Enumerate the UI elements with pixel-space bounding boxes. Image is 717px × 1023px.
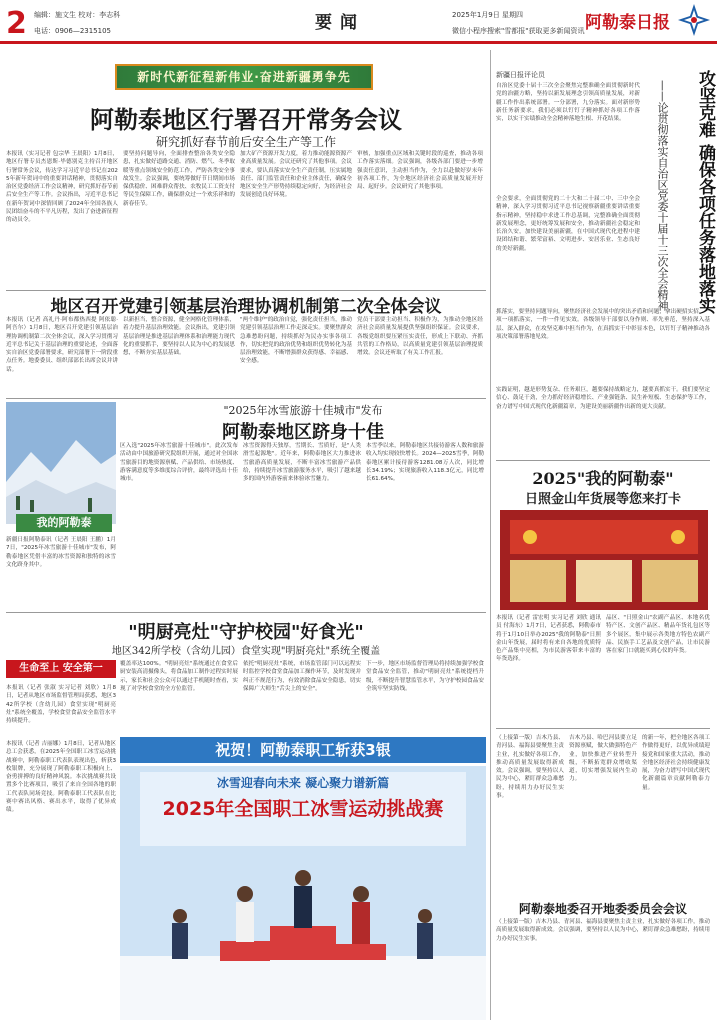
article2-col1: 本报讯（记者 高礼丹·阿布都热西提 阿依聪·阿吾尔）1月8日，地区召开党建引领基层治理协调机制第二次全体会议，深入学习贯彻习近平总书记关于基层治理的重要论述，全面落实自治区党委部署要求，研究部署下一阶段重点任务。地委委员、组织部部长出席会议并讲话。 [6, 317, 118, 373]
photo-title: 2025年全国职工冰雪运动挑战赛 [162, 798, 444, 820]
commentary-body2: 全会要求，全面贯彻党的二十大和二十届二中、三中全会精神，深入学习贯彻习近平总书记视察新疆重要讲话重要指示精神，坚持稳中求进工作总基调，完整准确全面贯彻新发展理念，更好统筹发展和安全，推动新疆社会稳定和长治久安，加快建设美丽新疆，在中国式现代化进程中建设团结和谐、繁荣富裕、文明进步、安居乐业、生态良好的美好新疆。 [496, 196, 640, 252]
article5-col3: 下一步，地区市场监督管理局将持续加强学校食堂食品安全监管，推动"明厨亮灶"系统提档升级，不断提升智慧监管水平，为守护校园食品安全筑牢坚实防线。 [366, 661, 484, 692]
commentary-subtitle: ——论贯彻落实自治区党委十届十三次全会精神 [656, 80, 669, 311]
phone-line: 电话：0906—2315105 [34, 27, 111, 35]
article6-col0: 本报讯（记者 吉丽娜）1月8日，记者从地区总工会获悉，在2025年全国职工冰雪运动挑战赛中，阿勒泰职工代表队表现出色，斩获3枚银牌，充分展现了阿勒泰职工积极向上、奋勇拼搏的良好精神风貌。本次挑战赛共设置多个比赛项目，吸引了来自全国各地的职工代表队同场竞技。阿勒泰职工代表队在比赛中赛出风格、赛出水平，取得了优异成绩。 [6, 741, 116, 814]
article2-col4: 党员干部要主动担当、积极作为，为推动全地区经济社会高质量发展提供坚强组织保证。会议要求，各级党组织要压紧压实责任，形成上下联动、齐抓共管的工作格局，以高质量党建引领基层治理提质增效。会议还听取了有关工作汇报。 [357, 317, 483, 357]
photo-caption: 冰雪迎春向未来 凝心聚力谱新篇 [216, 776, 390, 790]
column-divider [490, 50, 491, 1020]
article5-col0: 本报讯（记者 张淑 实习记者 刘欣）1月8日，记者从地区市场监督管理局获悉，地区342所学校（含幼儿园）食堂实现"明厨亮灶"系统全覆盖，学校食堂食品安全监管水平持续提升。 [6, 685, 116, 725]
article2-col2: 以新担当，整合资源，健全网格化管理体系，着力提升基层治理效能。会议指出，党建引领基层治理是推进基层治理体系和治理能力现代化的重要抓手，要坚持以人民为中心的发展思想，不断夯实基层基础。 [123, 317, 235, 357]
award-ceremony-photo [120, 766, 486, 1020]
article3-title: 阿勒泰地区跻身十佳 [222, 422, 384, 443]
article7-body: （上接第一版）吉木乃县、青河县、福海县要聚焦主责主业，扎实做好各项工作，推动高质量发展取得新成效。会议强调，要坚持以人民为中心，紧盯群众急难愁盼，持续用力办好民生实事。 [496, 919, 710, 942]
paper-name: 阿勒泰日报 [585, 13, 670, 33]
article4-subtitle: 日照金山年货展等您来打卡 [524, 492, 681, 507]
divider [6, 398, 486, 399]
article3-kicker: "2025年冰雪旅游十佳城市"发布 [223, 404, 383, 417]
article4-col2: 品区、"日照金山"农副产品区、本地名优特产区、文创产品区、精品年货礼包区等多个展区，集中展示各类地方特色农副产品、民族手工艺品及文创产品，让市民游客在家门口就能买到心仪的年货。 [606, 615, 710, 655]
safety-badge: 生命至上 安全第一 [6, 660, 116, 678]
divider [6, 612, 486, 613]
article5-subtitle: 地区342所学校（含幼儿园）食堂实现"明厨亮灶"系统全覆盖 [111, 646, 381, 657]
article3-col1: 区入选"2025年冰雪旅游十佳城市"。此次发布活动由中国旅游研究院组织开展，通过对全国冰雪旅游目的地资源禀赋、产品供给、市场热度、游客满意度等多维度综合评价，最终评选出十佳城市。 [120, 443, 238, 483]
market-photo [500, 510, 708, 610]
article1-col1: 本报讯（实习记者 包宗华 王晨阳）1月8日，地区行署专员杰恩斯·毕德别克主持召开地区行署常务会议，传达学习习近平总书记在2025年新年贺词中的重要讲话精神，贯彻落实自治区党委经济工作会议精神，研究抓好春节前后安全生产等工作。会议指出，习近平总书记在新年贺词中深情回顾了2024年全国各族人民团结奋斗的不平凡历程，发出了奋进新征程的动员令。 [6, 151, 118, 224]
commentary-body1: 自治区党委十届十三次全会聚焦完整准确全面贯彻新时代党的治疆方略，坚持以新发展理念引领高质量发展，对新疆工作作出系统部署。一分部署，九分落实。面对新形势新任务新要求，我们必须以钉钉子精神抓好各项工作落实，以实干实绩推动全会精神落地生根、开花结果。 [496, 83, 640, 123]
article5-col2: 依托"明厨亮灶"系统，市场监管部门可以远程实时监控学校食堂食品加工操作环节，及时发现并纠正不规范行为，有效消除食品安全隐患，切实保障广大师生"舌尖上的安全"。 [243, 661, 361, 692]
article7-title: 阿勒泰地委召开地委委员会会议 [518, 902, 687, 916]
article3-col2: 冰雪资源得天独厚，雪期长、雪质好，是"人类滑雪起源地"。近年来，阿勒泰地区大力推进冰雪旅游高质量发展，不断丰富冰雪旅游产品供给，持续提升冰雪旅游服务水平，吸引了越来越多的国内外游客前来体验冰雪魅力。 [243, 443, 361, 483]
article4-col1: 本报讯（记者 雷宏明 实习记者 刘欣 通讯员 付海东）1月7日，记者获悉，阿勒泰市将于1月10日举办2025"我的阿勒泰"日照金山年货展，届时将有来自各地的优质特色产品集中亮相，为市民游客带来丰富的年货选择。 [496, 615, 601, 663]
article1-col4: 审核，加强重点区域和关键时段的巡查，推动各项工作落实落细。会议强调，各级各部门要进一步增强责任意识，主动担当作为，全力以赴做好岁末年初各项工作，为全地区经济社会高质量发展开好局、起好步。会议研究了其他事项。 [357, 151, 483, 191]
divider [6, 290, 486, 291]
divider [496, 460, 710, 461]
article3-col3: 本雪季以来，阿勒泰地区共接待游客人数和旅游收入均实现较快增长。2024—2025雪季，阿勒泰地区累计接待游客1281.08万人次，同比增长34.19%；实现旅游收入118.3亿元，同比增长61.64%。 [366, 443, 484, 483]
commentary-tag: 新疆日报评论员 [496, 71, 545, 79]
article1-subtitle: 研究抓好春节前后安全生产等工作 [155, 135, 336, 149]
article1-title: 阿勒泰地区行署召开常务会议 [90, 105, 402, 134]
article3-col0: 新疆日报阿勒泰讯（记者 王晨阳 王鹏）1月7日，"2025年冰雪旅游十佳城市"发布，阿勒泰地区凭借丰富的冰雪资源和独特的冰雪文化跻身其中。 [6, 537, 116, 568]
article7-col2: 吉木乃县、哈巴河县要立足资源禀赋，做大做强特色产业，加快推进产业转型升级，不断拓宽群众增收渠道，切实增强发展内生动力。 [569, 735, 637, 783]
article5-title: "明厨亮灶"守护校园"好食光" [128, 622, 364, 643]
commentary-body4: 实践证明，越是形势复杂、任务艰巨，越要保持战略定力，越要真抓实干。我们要坚定信心、鼓足干劲，全力抓好经济稳增长、产业强链条、民生补短板、生态保护等工作，奋力谱写中国式现代化新疆篇章，为建设美丽新疆作出新的更大贡献。 [496, 387, 710, 410]
article2-title: 地区召开党建引领基层治理协调机制第二次全体会议 [50, 297, 442, 317]
article5-col1: 覆盖率达100%。"明厨亮灶"系统通过在食堂后厨安装高清摄像头，将食品加工制作过程实时展示，家长和社会公众可以通过手机随时查看，实现了对学校食堂的全方位监管。 [120, 661, 238, 692]
paper-logo-icon [677, 3, 711, 37]
commentary-body3: 抓落实，要坚持问题导向，聚焦经济社会发展中的突出矛盾和问题，拿出硬招实招，一项一项抓落实，一件一件见实效。各级领导干部要以身作则、率先垂范，坚持深入基层、深入群众，在攻坚克难中担当作为，在真抓实干中彰显本色，以钉钉子精神推动各项决策部署落地见效。 [496, 309, 710, 340]
section-title: 要闻 [315, 13, 365, 33]
wechat-line: 微信小程序搜索"雪都报"获取更多新闻资讯 [452, 27, 585, 35]
section-badge: 我的阿勒泰 [16, 514, 112, 532]
date-line: 2025年1月9日 星期四 [452, 11, 523, 19]
article7-col1: （上接第一版）吉木乃县、青河县、福海县要聚焦主责主业，扎实做好各项工作，推动高质量发展取得新成效。会议强调，要坚持以人民为中心，紧盯群众急难愁盼，持续用力办好民生实事。 [496, 735, 564, 800]
article1-col2: 要坚持问题导向，全面排查整治各类安全隐患，扎实做好道路交通、消防、燃气、冬季取暖等重点领域安全防范工作，严防各类安全事故发生。会议强调，要统筹做好节日期间市场保供稳价、困难群众帮扶、农牧民工工资支付等民生保障工作，确保群众过一个欢乐祥和的新春佳节。 [123, 151, 235, 207]
article6-banner: 祝贺！阿勒泰职工斩获3银 [120, 737, 486, 763]
theme-banner: 新时代新征程新伟业·奋进新疆勇争先 [115, 64, 373, 90]
commentary-title: 攻坚克难 确保各项任务落地落实 [695, 70, 715, 314]
snow-landscape-photo [6, 402, 116, 524]
article1-col3: 加大矿产资源开发力度，着力推动能源资源产业高质量发展。会议还研究了其他事项。会议要求，要认真落实安全生产责任制，压实属地责任、部门监管责任和企业主体责任，确保全地区安全生产形势持续稳定向好，为经济社会发展创造良好环境。 [240, 151, 352, 199]
page-number: 2 [6, 6, 27, 41]
article2-col3: "两个维护"的政治自觉，强化责任担当，推动党建引领基层治理工作走深走实。要聚焦群众急难愁盼问题，持续抓好为民办实事各项工作，切实把党的政治优势和组织优势转化为基层治理效能，不断增强群众获得感、幸福感、安全感。 [240, 317, 352, 365]
divider [496, 728, 710, 729]
article4-title: 2025"我的阿勒泰" [532, 469, 674, 488]
editor-line: 编辑：施文生 校对：李志科 [34, 11, 121, 19]
article7-col3: 的新一年，把全地区各项工作做得更好，以优异成绩迎接党和国家重大活动，推动全地区经济社会持续健康发展，为奋力谱写中国式现代化新疆篇章贡献阿勒泰力量。 [642, 735, 710, 791]
